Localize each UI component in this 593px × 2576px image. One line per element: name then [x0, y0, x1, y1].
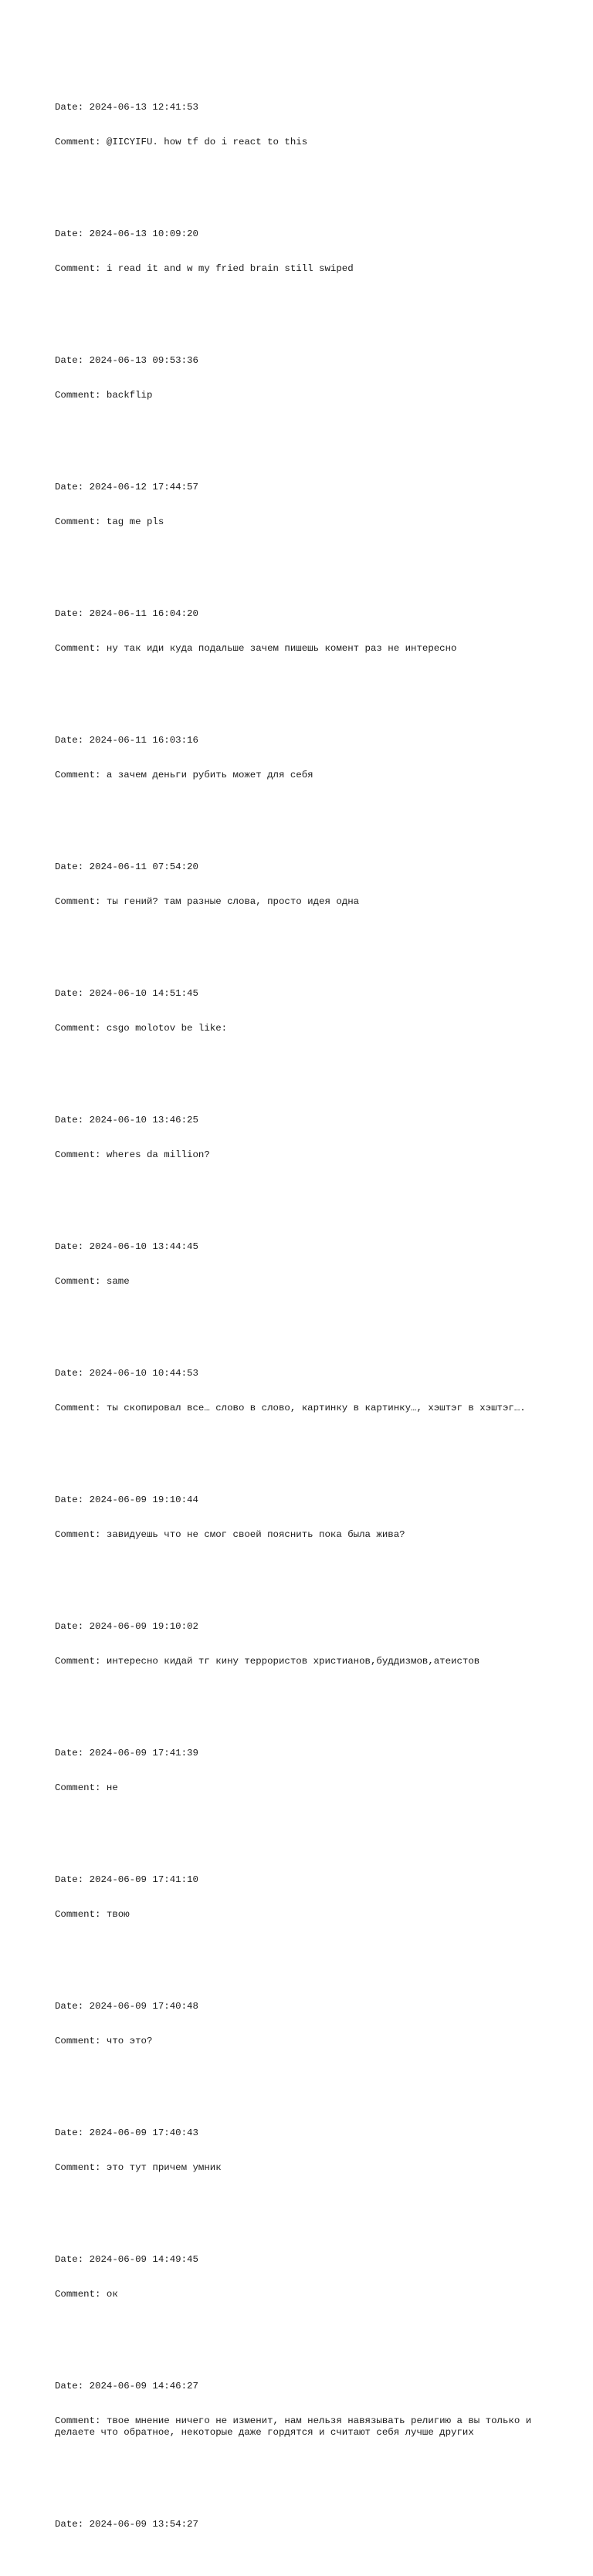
entry-date: Date: 2024-06-09 17:41:39 — [55, 1748, 198, 1759]
entry-comment: Comment: это тут причем умник — [55, 2162, 222, 2173]
entry-date: Date: 2024-06-13 10:09:20 — [55, 228, 198, 239]
entry-date: Date: 2024-06-09 19:10:02 — [55, 1621, 198, 1632]
entry-date: Date: 2024-06-10 14:51:45 — [55, 988, 198, 999]
comment-entry — [55, 205, 549, 298]
entry-date: Date: 2024-06-09 14:49:45 — [55, 2254, 198, 2265]
entry-date: Date: 2024-06-13 09:53:36 — [55, 355, 198, 366]
entry-date: Date: 2024-06-09 19:10:44 — [55, 1494, 198, 1505]
entry-date: Date: 2024-06-09 17:40:48 — [55, 2001, 198, 2012]
entry-comment: Comment: твое мнение ничего не изменит, нам нельзя навязывать религию а вы только и делаете что обратное, некоторые даже гордятся и считают себя лучше других — [55, 2415, 537, 2438]
entry-date: Date: 2024-06-10 13:44:45 — [55, 1241, 198, 1252]
comment-entry — [55, 2231, 549, 2324]
entry-date: Date: 2024-06-12 17:44:57 — [55, 482, 198, 493]
entry-date: Date: 2024-06-11 16:03:16 — [55, 735, 198, 746]
entry-comment: Comment: твою — [55, 1909, 130, 1920]
entry-comment: Comment: wheres da million? — [55, 1149, 210, 1160]
entry-date: Date: 2024-06-09 17:41:10 — [55, 1874, 198, 1885]
comment-entry — [55, 965, 549, 1058]
entry-date: Date: 2024-06-11 16:04:20 — [55, 608, 198, 619]
comment-entry — [55, 585, 549, 678]
comment-entry — [55, 2358, 549, 2462]
entry-date: Date: 2024-06-09 13:54:27 — [55, 2519, 198, 2530]
comment-entry — [55, 838, 549, 931]
comment-entry — [55, 332, 549, 425]
entry-date: Date: 2024-06-10 10:44:53 — [55, 1368, 198, 1379]
entry-comment: Comment: ты скопировал все… слово в слово, картинку в картинку…, хэштэг в хэштэг…. — [55, 1403, 526, 1413]
comment-log — [55, 56, 549, 2576]
entry-date: Date: 2024-06-13 12:41:53 — [55, 102, 198, 113]
comment-entry — [55, 712, 549, 804]
comment-entry — [55, 79, 549, 171]
comment-entry — [55, 2496, 549, 2554]
comment-entry — [55, 1978, 549, 2070]
comment-entry — [55, 1218, 549, 1311]
entry-comment: Comment: csgo molotov be like: — [55, 1023, 228, 1034]
comment-entry — [55, 1725, 549, 1817]
entry-comment: Comment: ок — [55, 2289, 118, 2300]
entry-date: Date: 2024-06-09 14:46:27 — [55, 2381, 198, 2392]
entry-comment: Comment: не — [55, 1782, 118, 1793]
entry-comment: Comment: ну так иди куда подальше зачем пишешь комент раз не интересно — [55, 643, 457, 654]
entry-date: Date: 2024-06-09 17:40:43 — [55, 2127, 198, 2138]
entry-comment: Comment: интересно кидай тг кину террористов христианов,буддизмов,атеистов — [55, 1656, 480, 1667]
entry-date: Date: 2024-06-11 07:54:20 — [55, 861, 198, 872]
comment-entry — [55, 1092, 549, 1184]
comment-entry — [55, 2104, 549, 2197]
comment-entry — [55, 459, 549, 551]
comment-entry — [55, 1345, 549, 1437]
entry-date: Date: 2024-06-10 13:46:25 — [55, 1115, 198, 1126]
entry-comment: Comment: ты гений? там разные слова, просто идея одна — [55, 896, 360, 907]
entry-comment: Comment: что это? — [55, 2036, 153, 2046]
entry-comment: Comment: завидуешь что не смог своей пояснить пока была жива? — [55, 1529, 405, 1540]
entry-comment: Comment: i read it and w my fried brain still swiped — [55, 263, 354, 274]
entry-comment: Comment: backflip — [55, 390, 153, 401]
comment-entry — [55, 1598, 549, 1691]
entry-comment: Comment: tag me pls — [55, 516, 164, 527]
entry-comment: Comment: @IICYIFU. how tf do i react to this — [55, 137, 308, 147]
entry-comment: Comment: same — [55, 1276, 130, 1287]
comment-entry — [55, 1471, 549, 1564]
comment-entry — [55, 1851, 549, 1944]
entry-comment: Comment: а зачем деньги рубить может для себя — [55, 770, 313, 780]
